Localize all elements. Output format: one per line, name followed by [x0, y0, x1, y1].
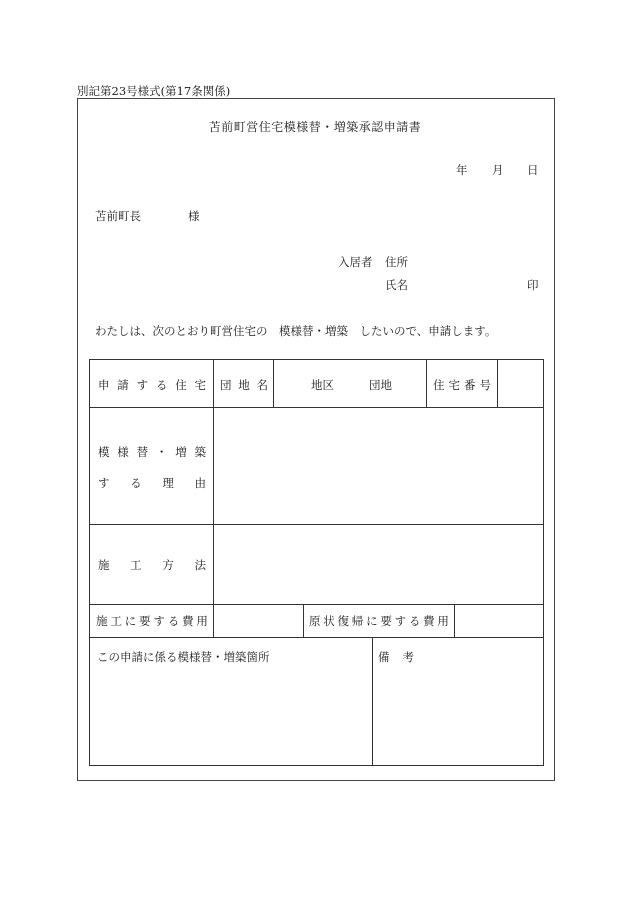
form-reference: 別記第23号様式(第17条関係)	[77, 84, 231, 98]
construction-cost-label: 施 工 に 要 す る 費 用	[96, 614, 208, 628]
housing-label: 申 請 す る 住 宅	[98, 378, 206, 392]
column-divider	[497, 360, 498, 408]
date-month-label: 月	[492, 163, 504, 177]
date-day-label: 日	[527, 163, 539, 177]
danchi-label: 団地	[369, 378, 392, 392]
row-divider	[90, 604, 543, 605]
reason-label-line1: 模 様 替 ・ 増 築	[98, 445, 206, 459]
column-divider	[454, 604, 455, 638]
danchi-name-label: 団 地 名	[220, 378, 268, 392]
column-divider	[273, 360, 274, 408]
house-number-label: 住 宅 番 号	[433, 378, 491, 392]
column-divider	[303, 604, 304, 638]
application-statement: わたしは、次のとおり町営住宅の 模様替・増築 したいので、申請します。	[95, 324, 497, 338]
district-label: 地区	[311, 378, 334, 392]
column-divider	[372, 637, 373, 765]
row-divider	[90, 524, 543, 525]
addressee-honorific: 様	[188, 209, 200, 223]
reason-label-line2: す る 理 由	[98, 476, 206, 490]
addressee-name: 苫前町長	[95, 209, 141, 223]
method-label: 施 工 方 法	[98, 558, 206, 572]
applicant-address-label: 住所	[385, 255, 408, 269]
column-divider	[426, 360, 427, 408]
date-year-label: 年	[456, 163, 468, 177]
column-divider	[213, 360, 214, 638]
form-title: 苫前町営住宅模様替・増築承認申請書	[208, 120, 422, 134]
location-label: この申請に係る模様替・増築箇所	[97, 650, 270, 664]
row-divider	[90, 637, 543, 638]
remarks-label: 備 考	[378, 650, 414, 664]
applicant-label: 入居者	[338, 255, 373, 269]
application-table	[89, 359, 544, 766]
restoration-cost-label: 原 状 復 帰 に 要 す る 費 用	[309, 614, 449, 628]
applicant-name-label: 氏名	[385, 278, 408, 292]
seal-mark: 印	[527, 278, 539, 292]
row-divider	[90, 407, 543, 408]
